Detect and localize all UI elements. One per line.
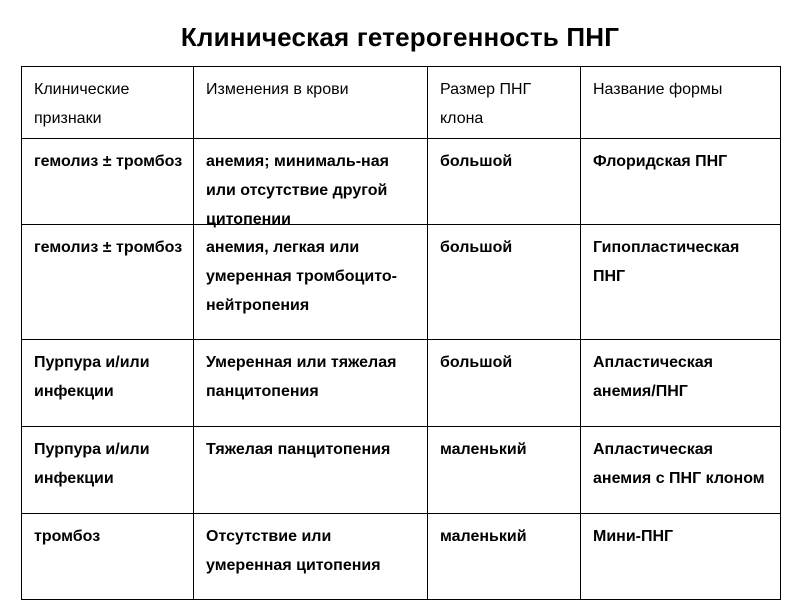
cell-clinical-signs: тромбоз: [22, 514, 194, 600]
header-form-name: Название формы: [581, 67, 781, 139]
header-clinical-signs: Клинические признаки: [22, 67, 194, 139]
cell-blood-changes: анемия; минималь-ная или отсутствие другой цитопении: [194, 139, 428, 225]
cell-blood-changes: Тяжелая панцитопения: [194, 427, 428, 514]
clinical-heterogeneity-table: [21, 66, 781, 600]
cell-form-name: Мини-ПНГ: [581, 514, 781, 600]
cell-form-name: Флоридская ПНГ: [581, 139, 781, 225]
cell-clone-size: большой: [428, 225, 581, 340]
header-blood-changes: Изменения в крови: [194, 67, 428, 139]
cell-clinical-signs: Пурпура и/или инфекции: [22, 340, 194, 427]
cell-form-name: Апластическая анемия с ПНГ клоном: [581, 427, 781, 514]
cell-clinical-signs: Пурпура и/или инфекции: [22, 427, 194, 514]
header-clone-size: Размер ПНГ клона: [428, 67, 581, 139]
table-row: [22, 225, 781, 340]
table-row: [22, 514, 781, 600]
cell-form-name: Апластическая анемия/ПНГ: [581, 340, 781, 427]
cell-clone-size: большой: [428, 340, 581, 427]
cell-blood-changes: Отсутствие или умеренная цитопения: [194, 514, 428, 600]
cell-clinical-signs: гемолиз ± тромбоз: [22, 139, 194, 225]
cell-clone-size: маленький: [428, 427, 581, 514]
cell-form-name: Гипопластическая ПНГ: [581, 225, 781, 340]
cell-blood-changes: анемия, легкая или умеренная тромбоцито-нейтропения: [194, 225, 428, 340]
cell-clone-size: маленький: [428, 514, 581, 600]
table-row: [22, 427, 781, 514]
cell-clinical-signs: гемолиз ± тромбоз: [22, 225, 194, 340]
table-row: [22, 139, 781, 225]
cell-clone-size: большой: [428, 139, 581, 225]
table-row: [22, 340, 781, 427]
cell-blood-changes: Умеренная или тяжелая панцитопения: [194, 340, 428, 427]
table-header-row: [22, 67, 781, 139]
page-title: Клиническая гетерогенность ПНГ: [180, 22, 620, 52]
